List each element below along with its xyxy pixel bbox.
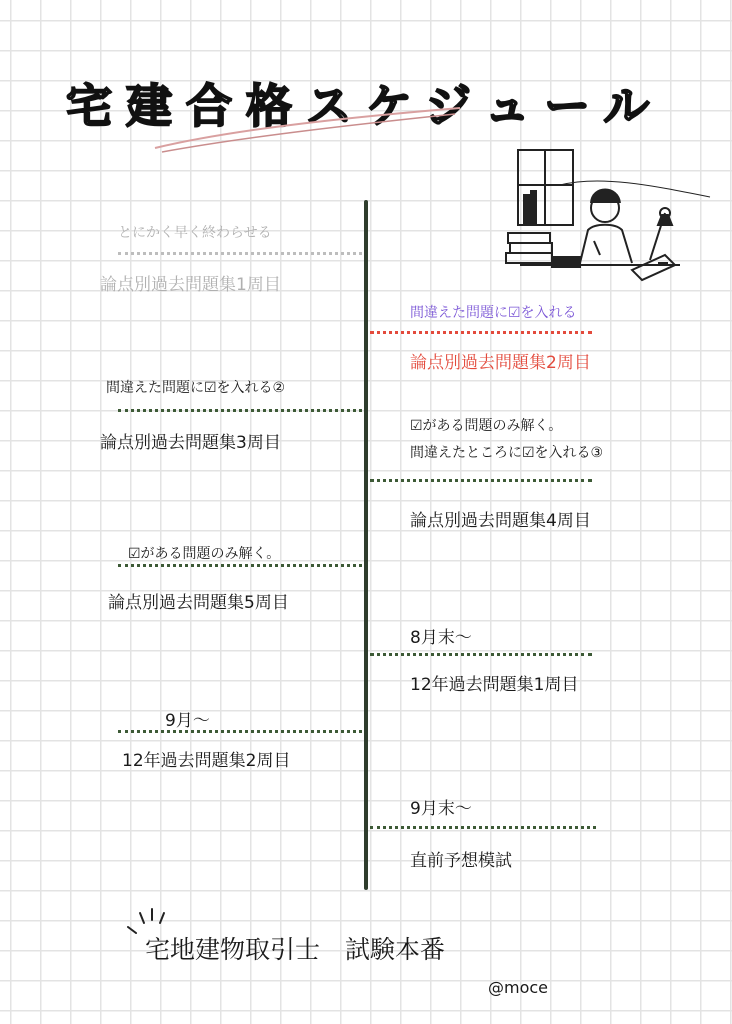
left-note-3: ☑がある問題のみ解く。: [128, 546, 281, 562]
right-divider-2: [370, 479, 592, 482]
left-divider-2: [118, 409, 362, 412]
right-divider-3: [370, 653, 592, 656]
studying-person-illustration: [500, 145, 725, 285]
title-underline-swoosh: [150, 100, 470, 160]
left-task-2: 論点別過去問題集3周目: [100, 433, 281, 453]
left-task-1: 論点別過去問題集1周目: [100, 275, 281, 295]
right-note-2a: ☑がある問題のみ解く。: [410, 418, 563, 434]
left-divider-1: [118, 252, 362, 255]
right-task-1: 論点別過去問題集2周目: [410, 353, 591, 373]
right-task-2: 論点別過去問題集4周目: [410, 511, 591, 531]
left-note-1: とにかく早く終わらせる: [118, 225, 272, 241]
page-title: 宅建合格スケジュール: [66, 79, 664, 133]
timeline-line: [364, 200, 368, 890]
exam-day-label: 宅地建物取引士 試験本番: [145, 935, 446, 964]
left-divider-4: [118, 730, 362, 733]
right-task-4: 直前予想模試: [410, 851, 512, 871]
left-divider-3: [118, 564, 362, 567]
left-task-3: 論点別過去問題集5周目: [108, 593, 289, 613]
right-note-3: 8月末〜: [410, 628, 472, 648]
right-task-3: 12年過去問題集1周目: [410, 675, 579, 695]
right-note-4: 9月末〜: [410, 799, 472, 819]
right-divider-1: [370, 331, 592, 334]
left-note-2: 間違えた問題に☑を入れる②: [106, 380, 286, 396]
left-note-4: 9月〜: [165, 711, 210, 731]
left-task-4: 12年過去問題集2周目: [122, 751, 291, 771]
credit-handle: @moce: [488, 978, 549, 997]
right-divider-4: [370, 826, 596, 829]
right-note-1: 間違えた問題に☑を入れる: [410, 305, 577, 321]
right-note-2b: 間違えたところに☑を入れる③: [410, 445, 604, 461]
